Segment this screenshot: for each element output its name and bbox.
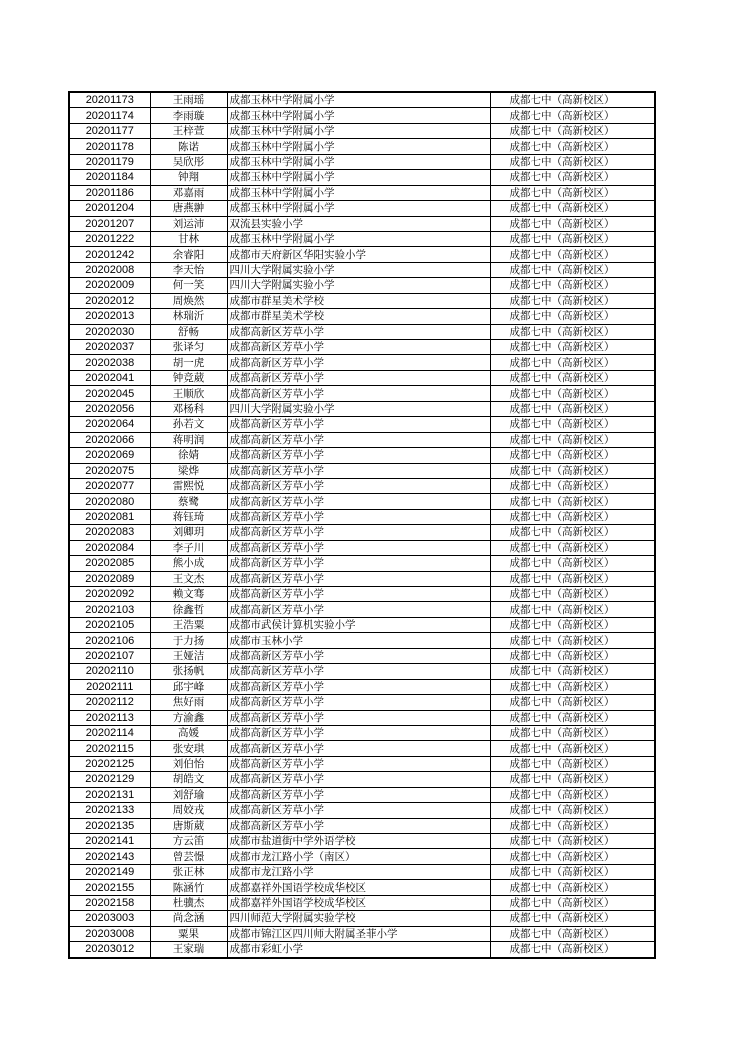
student-id-cell: 20203008	[69, 926, 150, 941]
table-row	[69, 417, 655, 432]
student-id-cell: 20201242	[69, 247, 150, 262]
table-row	[69, 525, 655, 540]
admitted-school-cell: 成都七中（高新校区）	[490, 818, 655, 833]
admitted-school-cell: 成都七中（高新校区）	[490, 540, 655, 555]
student-name-cell: 邱宇峰	[150, 679, 227, 694]
table-row	[69, 926, 655, 941]
admitted-school-cell: 成都七中（高新校区）	[490, 725, 655, 740]
primary-school-cell: 成都高新区芳草小学	[227, 525, 490, 540]
primary-school-cell: 成都高新区芳草小学	[227, 478, 490, 493]
primary-school-cell: 四川师范大学附属实验学校	[227, 911, 490, 926]
primary-school-cell: 成都高新区芳草小学	[227, 679, 490, 694]
student-name-cell: 熊小成	[150, 556, 227, 571]
student-id-cell: 20202075	[69, 463, 150, 478]
primary-school-cell: 成都玉林中学附属小学	[227, 154, 490, 169]
student-id-cell: 20202114	[69, 725, 150, 740]
table-row	[69, 602, 655, 617]
table-row	[69, 432, 655, 447]
student-name-cell: 于力扬	[150, 633, 227, 648]
student-id-cell: 20202103	[69, 602, 150, 617]
admitted-school-cell: 成都七中（高新校区）	[490, 710, 655, 725]
student-name-cell: 胡皓文	[150, 772, 227, 787]
student-id-cell: 20202158	[69, 895, 150, 910]
admitted-school-cell: 成都七中（高新校区）	[490, 247, 655, 262]
student-id-cell: 20202092	[69, 587, 150, 602]
primary-school-cell: 成都玉林中学附属小学	[227, 123, 490, 138]
table-row	[69, 834, 655, 849]
student-name-cell: 李子川	[150, 540, 227, 555]
table-row	[69, 386, 655, 401]
student-name-cell: 孙若文	[150, 417, 227, 432]
student-name-cell: 舒畅	[150, 324, 227, 339]
student-id-cell: 20202083	[69, 525, 150, 540]
table-row	[69, 216, 655, 231]
admitted-school-cell: 成都七中（高新校区）	[490, 787, 655, 802]
primary-school-cell: 成都高新区芳草小学	[227, 602, 490, 617]
student-id-cell: 20201178	[69, 139, 150, 154]
primary-school-cell: 成都高新区芳草小学	[227, 556, 490, 571]
student-id-cell: 20202113	[69, 710, 150, 725]
table-row	[69, 92, 655, 108]
primary-school-cell: 四川大学附属实验小学	[227, 278, 490, 293]
primary-school-cell: 成都高新区芳草小学	[227, 324, 490, 339]
student-name-cell: 蔡鹭	[150, 494, 227, 509]
student-id-cell: 20202080	[69, 494, 150, 509]
student-name-cell: 李雨璇	[150, 108, 227, 123]
admitted-school-cell: 成都七中（高新校区）	[490, 556, 655, 571]
admitted-school-cell: 成都七中（高新校区）	[490, 201, 655, 216]
table-row	[69, 401, 655, 416]
primary-school-cell: 成都高新区芳草小学	[227, 571, 490, 586]
table-row	[69, 278, 655, 293]
student-name-cell: 周焕然	[150, 293, 227, 308]
table-row	[69, 154, 655, 169]
admitted-school-cell: 成都七中（高新校区）	[490, 741, 655, 756]
admitted-school-cell: 成都七中（高新校区）	[490, 648, 655, 663]
primary-school-cell: 成都市群星美术学校	[227, 309, 490, 324]
student-table-sheet	[68, 91, 654, 959]
table-row	[69, 370, 655, 385]
table-row	[69, 633, 655, 648]
table-row	[69, 355, 655, 370]
primary-school-cell: 四川大学附属实验小学	[227, 401, 490, 416]
table-row	[69, 571, 655, 586]
primary-school-cell: 成都高新区芳草小学	[227, 448, 490, 463]
student-id-cell: 20201174	[69, 108, 150, 123]
student-id-cell: 20202141	[69, 834, 150, 849]
admitted-school-cell: 成都七中（高新校区）	[490, 355, 655, 370]
table-row	[69, 139, 655, 154]
table-row	[69, 756, 655, 771]
table-row	[69, 509, 655, 524]
student-name-cell: 刘伯怡	[150, 756, 227, 771]
student-id-cell: 20202081	[69, 509, 150, 524]
primary-school-cell: 成都高新区芳草小学	[227, 370, 490, 385]
primary-school-cell: 成都高新区芳草小学	[227, 695, 490, 710]
admitted-school-cell: 成都七中（高新校区）	[490, 803, 655, 818]
student-id-cell: 20201179	[69, 154, 150, 169]
student-id-cell: 20202110	[69, 664, 150, 679]
primary-school-cell: 成都嘉祥外国语学校成华校区	[227, 880, 490, 895]
primary-school-cell: 成都市龙江路小学	[227, 864, 490, 879]
admitted-school-cell: 成都七中（高新校区）	[490, 494, 655, 509]
admitted-school-cell: 成都七中（高新校区）	[490, 525, 655, 540]
student-name-cell: 林瑞沂	[150, 309, 227, 324]
primary-school-cell: 成都高新区芳草小学	[227, 463, 490, 478]
student-id-cell: 20201184	[69, 170, 150, 185]
admitted-school-cell: 成都七中（高新校区）	[490, 231, 655, 246]
student-id-cell: 20203012	[69, 942, 150, 958]
table-row	[69, 787, 655, 802]
admitted-school-cell: 成都七中（高新校区）	[490, 602, 655, 617]
table-row	[69, 231, 655, 246]
table-row	[69, 725, 655, 740]
admitted-school-cell: 成都七中（高新校区）	[490, 386, 655, 401]
student-name-cell: 张安琪	[150, 741, 227, 756]
admitted-school-cell: 成都七中（高新校区）	[490, 926, 655, 941]
admitted-school-cell: 成都七中（高新校区）	[490, 633, 655, 648]
admitted-school-cell: 成都七中（高新校区）	[490, 571, 655, 586]
table-row	[69, 448, 655, 463]
admitted-school-cell: 成都七中（高新校区）	[490, 880, 655, 895]
primary-school-cell: 成都嘉祥外国语学校成华校区	[227, 895, 490, 910]
student-id-cell: 20202077	[69, 478, 150, 493]
admitted-school-cell: 成都七中（高新校区）	[490, 185, 655, 200]
table-row	[69, 494, 655, 509]
table-row	[69, 556, 655, 571]
student-name-cell: 梁烨	[150, 463, 227, 478]
student-id-cell: 20202125	[69, 756, 150, 771]
student-id-cell: 20201186	[69, 185, 150, 200]
student-name-cell: 蒋明润	[150, 432, 227, 447]
table-row	[69, 695, 655, 710]
student-name-cell: 何一笑	[150, 278, 227, 293]
primary-school-cell: 成都玉林中学附属小学	[227, 108, 490, 123]
student-name-cell: 高媛	[150, 725, 227, 740]
primary-school-cell: 成都玉林中学附属小学	[227, 139, 490, 154]
primary-school-cell: 成都高新区芳草小学	[227, 587, 490, 602]
admitted-school-cell: 成都七中（高新校区）	[490, 216, 655, 231]
primary-school-cell: 成都市天府新区华阳实验小学	[227, 247, 490, 262]
table-row	[69, 710, 655, 725]
student-name-cell: 蒋钰琦	[150, 509, 227, 524]
table-row	[69, 648, 655, 663]
admitted-school-cell: 成都七中（高新校区）	[490, 942, 655, 958]
admitted-school-cell: 成都七中（高新校区）	[490, 478, 655, 493]
student-name-cell: 钟翔	[150, 170, 227, 185]
student-name-cell: 刘卿玥	[150, 525, 227, 540]
admitted-school-cell: 成都七中（高新校区）	[490, 309, 655, 324]
admitted-school-cell: 成都七中（高新校区）	[490, 756, 655, 771]
student-id-cell: 20202030	[69, 324, 150, 339]
primary-school-cell: 成都市玉林小学	[227, 633, 490, 648]
student-id-cell: 20202107	[69, 648, 150, 663]
primary-school-cell: 双流县实验小学	[227, 216, 490, 231]
table-row	[69, 463, 655, 478]
table-row	[69, 201, 655, 216]
admitted-school-cell: 成都七中（高新校区）	[490, 834, 655, 849]
primary-school-cell: 四川大学附属实验小学	[227, 262, 490, 277]
primary-school-cell: 成都高新区芳草小学	[227, 803, 490, 818]
admitted-school-cell: 成都七中（高新校区）	[490, 509, 655, 524]
admitted-school-cell: 成都七中（高新校区）	[490, 695, 655, 710]
student-name-cell: 王浩粟	[150, 617, 227, 632]
table-row	[69, 803, 655, 818]
student-name-cell: 徐鑫哲	[150, 602, 227, 617]
student-id-cell: 20202012	[69, 293, 150, 308]
primary-school-cell: 成都玉林中学附属小学	[227, 185, 490, 200]
table-row	[69, 895, 655, 910]
table-row	[69, 617, 655, 632]
student-name-cell: 尚念涵	[150, 911, 227, 926]
student-name-cell: 王文杰	[150, 571, 227, 586]
student-name-cell: 唐燕翀	[150, 201, 227, 216]
primary-school-cell: 成都高新区芳草小学	[227, 417, 490, 432]
student-id-cell: 20203003	[69, 911, 150, 926]
admitted-school-cell: 成都七中（高新校区）	[490, 587, 655, 602]
student-id-cell: 20202149	[69, 864, 150, 879]
primary-school-cell: 成都高新区芳草小学	[227, 710, 490, 725]
admitted-school-cell: 成都七中（高新校区）	[490, 370, 655, 385]
student-name-cell: 曾芸憬	[150, 849, 227, 864]
primary-school-cell: 成都高新区芳草小学	[227, 818, 490, 833]
table-row	[69, 123, 655, 138]
table-row	[69, 247, 655, 262]
student-name-cell: 张扬帆	[150, 664, 227, 679]
table-row	[69, 170, 655, 185]
student-id-cell: 20202056	[69, 401, 150, 416]
primary-school-cell: 成都高新区芳草小学	[227, 787, 490, 802]
student-id-cell: 20202133	[69, 803, 150, 818]
primary-school-cell: 成都玉林中学附属小学	[227, 231, 490, 246]
admitted-school-cell: 成都七中（高新校区）	[490, 170, 655, 185]
student-name-cell: 王家瑞	[150, 942, 227, 958]
admitted-school-cell: 成都七中（高新校区）	[490, 849, 655, 864]
primary-school-cell: 成都高新区芳草小学	[227, 664, 490, 679]
student-name-cell: 杜骥杰	[150, 895, 227, 910]
student-name-cell: 陈涵竹	[150, 880, 227, 895]
student-id-cell: 20202084	[69, 540, 150, 555]
student-name-cell: 邓杨科	[150, 401, 227, 416]
primary-school-cell: 成都高新区芳草小学	[227, 741, 490, 756]
student-name-cell: 胡一虎	[150, 355, 227, 370]
admitted-school-cell: 成都七中（高新校区）	[490, 278, 655, 293]
admitted-school-cell: 成都七中（高新校区）	[490, 123, 655, 138]
primary-school-cell: 成都高新区芳草小学	[227, 756, 490, 771]
student-name-cell: 王娅洁	[150, 648, 227, 663]
student-id-cell: 20202037	[69, 340, 150, 355]
table-row	[69, 478, 655, 493]
student-id-cell: 20201177	[69, 123, 150, 138]
table-row	[69, 911, 655, 926]
admitted-school-cell: 成都七中（高新校区）	[490, 911, 655, 926]
student-id-cell: 20202064	[69, 417, 150, 432]
table-row	[69, 818, 655, 833]
table-row	[69, 293, 655, 308]
student-id-cell: 20202069	[69, 448, 150, 463]
student-id-cell: 20202112	[69, 695, 150, 710]
table-row	[69, 108, 655, 123]
admitted-school-cell: 成都七中（高新校区）	[490, 617, 655, 632]
student-id-cell: 20202129	[69, 772, 150, 787]
admitted-school-cell: 成都七中（高新校区）	[490, 664, 655, 679]
student-id-cell: 20201222	[69, 231, 150, 246]
table-row	[69, 185, 655, 200]
table-row	[69, 340, 655, 355]
student-id-cell: 20201207	[69, 216, 150, 231]
student-name-cell: 邓嘉雨	[150, 185, 227, 200]
student-id-cell: 20201173	[69, 92, 150, 108]
primary-school-cell: 成都高新区芳草小学	[227, 772, 490, 787]
student-name-cell: 王梓萱	[150, 123, 227, 138]
admitted-school-cell: 成都七中（高新校区）	[490, 293, 655, 308]
table-row	[69, 664, 655, 679]
student-name-cell: 焦好雨	[150, 695, 227, 710]
table-row	[69, 741, 655, 756]
student-name-cell: 王顺欣	[150, 386, 227, 401]
student-name-cell: 陈诺	[150, 139, 227, 154]
table-row	[69, 864, 655, 879]
student-id-cell: 20202038	[69, 355, 150, 370]
student-id-cell: 20202106	[69, 633, 150, 648]
primary-school-cell: 成都高新区芳草小学	[227, 540, 490, 555]
student-name-cell: 甘林	[150, 231, 227, 246]
admitted-school-cell: 成都七中（高新校区）	[490, 324, 655, 339]
table-row	[69, 679, 655, 694]
student-name-cell: 刘舒瑜	[150, 787, 227, 802]
student-id-cell: 20202143	[69, 849, 150, 864]
primary-school-cell: 成都玉林中学附属小学	[227, 170, 490, 185]
student-name-cell: 李天怡	[150, 262, 227, 277]
admitted-school-cell: 成都七中（高新校区）	[490, 340, 655, 355]
student-name-cell: 张正林	[150, 864, 227, 879]
student-name-cell: 唐斯葳	[150, 818, 227, 833]
admitted-school-cell: 成都七中（高新校区）	[490, 432, 655, 447]
table-row	[69, 880, 655, 895]
table-row	[69, 942, 655, 958]
student-table	[68, 91, 656, 959]
student-id-cell: 20202045	[69, 386, 150, 401]
student-name-cell: 徐婧	[150, 448, 227, 463]
student-id-cell: 20202111	[69, 679, 150, 694]
student-name-cell: 钟竞葳	[150, 370, 227, 385]
admitted-school-cell: 成都七中（高新校区）	[490, 463, 655, 478]
student-id-cell: 20202089	[69, 571, 150, 586]
admitted-school-cell: 成都七中（高新校区）	[490, 92, 655, 108]
student-name-cell: 吴欣彤	[150, 154, 227, 169]
student-id-cell: 20202066	[69, 432, 150, 447]
student-id-cell: 20202009	[69, 278, 150, 293]
student-name-cell: 张译匀	[150, 340, 227, 355]
admitted-school-cell: 成都七中（高新校区）	[490, 448, 655, 463]
primary-school-cell: 成都玉林中学附属小学	[227, 201, 490, 216]
student-name-cell: 赖文骞	[150, 587, 227, 602]
student-name-cell: 方云笛	[150, 834, 227, 849]
admitted-school-cell: 成都七中（高新校区）	[490, 108, 655, 123]
student-id-cell: 20202155	[69, 880, 150, 895]
table-row	[69, 772, 655, 787]
student-name-cell: 王雨瑶	[150, 92, 227, 108]
admitted-school-cell: 成都七中（高新校区）	[490, 401, 655, 416]
admitted-school-cell: 成都七中（高新校区）	[490, 679, 655, 694]
primary-school-cell: 成都高新区芳草小学	[227, 432, 490, 447]
student-id-cell: 20202013	[69, 309, 150, 324]
admitted-school-cell: 成都七中（高新校区）	[490, 864, 655, 879]
admitted-school-cell: 成都七中（高新校区）	[490, 772, 655, 787]
student-name-cell: 周姣戎	[150, 803, 227, 818]
table-row	[69, 540, 655, 555]
student-id-cell: 20202135	[69, 818, 150, 833]
admitted-school-cell: 成都七中（高新校区）	[490, 895, 655, 910]
table-row	[69, 849, 655, 864]
primary-school-cell: 成都市彩虹小学	[227, 942, 490, 958]
student-name-cell: 雷熙悦	[150, 478, 227, 493]
student-id-cell: 20202131	[69, 787, 150, 802]
table-row	[69, 587, 655, 602]
admitted-school-cell: 成都七中（高新校区）	[490, 139, 655, 154]
table-row	[69, 324, 655, 339]
primary-school-cell: 成都市盐道街中学外语学校	[227, 834, 490, 849]
primary-school-cell: 成都高新区芳草小学	[227, 648, 490, 663]
student-id-cell: 20202115	[69, 741, 150, 756]
admitted-school-cell: 成都七中（高新校区）	[490, 154, 655, 169]
table-row	[69, 309, 655, 324]
primary-school-cell: 成都玉林中学附属小学	[227, 92, 490, 108]
table-row	[69, 262, 655, 277]
primary-school-cell: 成都高新区芳草小学	[227, 725, 490, 740]
student-id-cell: 20201204	[69, 201, 150, 216]
primary-school-cell: 成都市锦江区四川师大附属圣菲小学	[227, 926, 490, 941]
primary-school-cell: 成都高新区芳草小学	[227, 386, 490, 401]
admitted-school-cell: 成都七中（高新校区）	[490, 417, 655, 432]
primary-school-cell: 成都高新区芳草小学	[227, 355, 490, 370]
primary-school-cell: 成都高新区芳草小学	[227, 509, 490, 524]
primary-school-cell: 成都高新区芳草小学	[227, 340, 490, 355]
student-id-cell: 20202105	[69, 617, 150, 632]
student-id-cell: 20202041	[69, 370, 150, 385]
student-name-cell: 余睿阳	[150, 247, 227, 262]
primary-school-cell: 成都市龙江路小学（南区）	[227, 849, 490, 864]
student-table-body	[69, 92, 655, 958]
admitted-school-cell: 成都七中（高新校区）	[490, 262, 655, 277]
student-name-cell: 粟果	[150, 926, 227, 941]
primary-school-cell: 成都高新区芳草小学	[227, 494, 490, 509]
student-id-cell: 20202008	[69, 262, 150, 277]
primary-school-cell: 成都市武侯计算机实验小学	[227, 617, 490, 632]
student-name-cell: 方渝鑫	[150, 710, 227, 725]
primary-school-cell: 成都市群星美术学校	[227, 293, 490, 308]
student-id-cell: 20202085	[69, 556, 150, 571]
student-name-cell: 刘运沛	[150, 216, 227, 231]
